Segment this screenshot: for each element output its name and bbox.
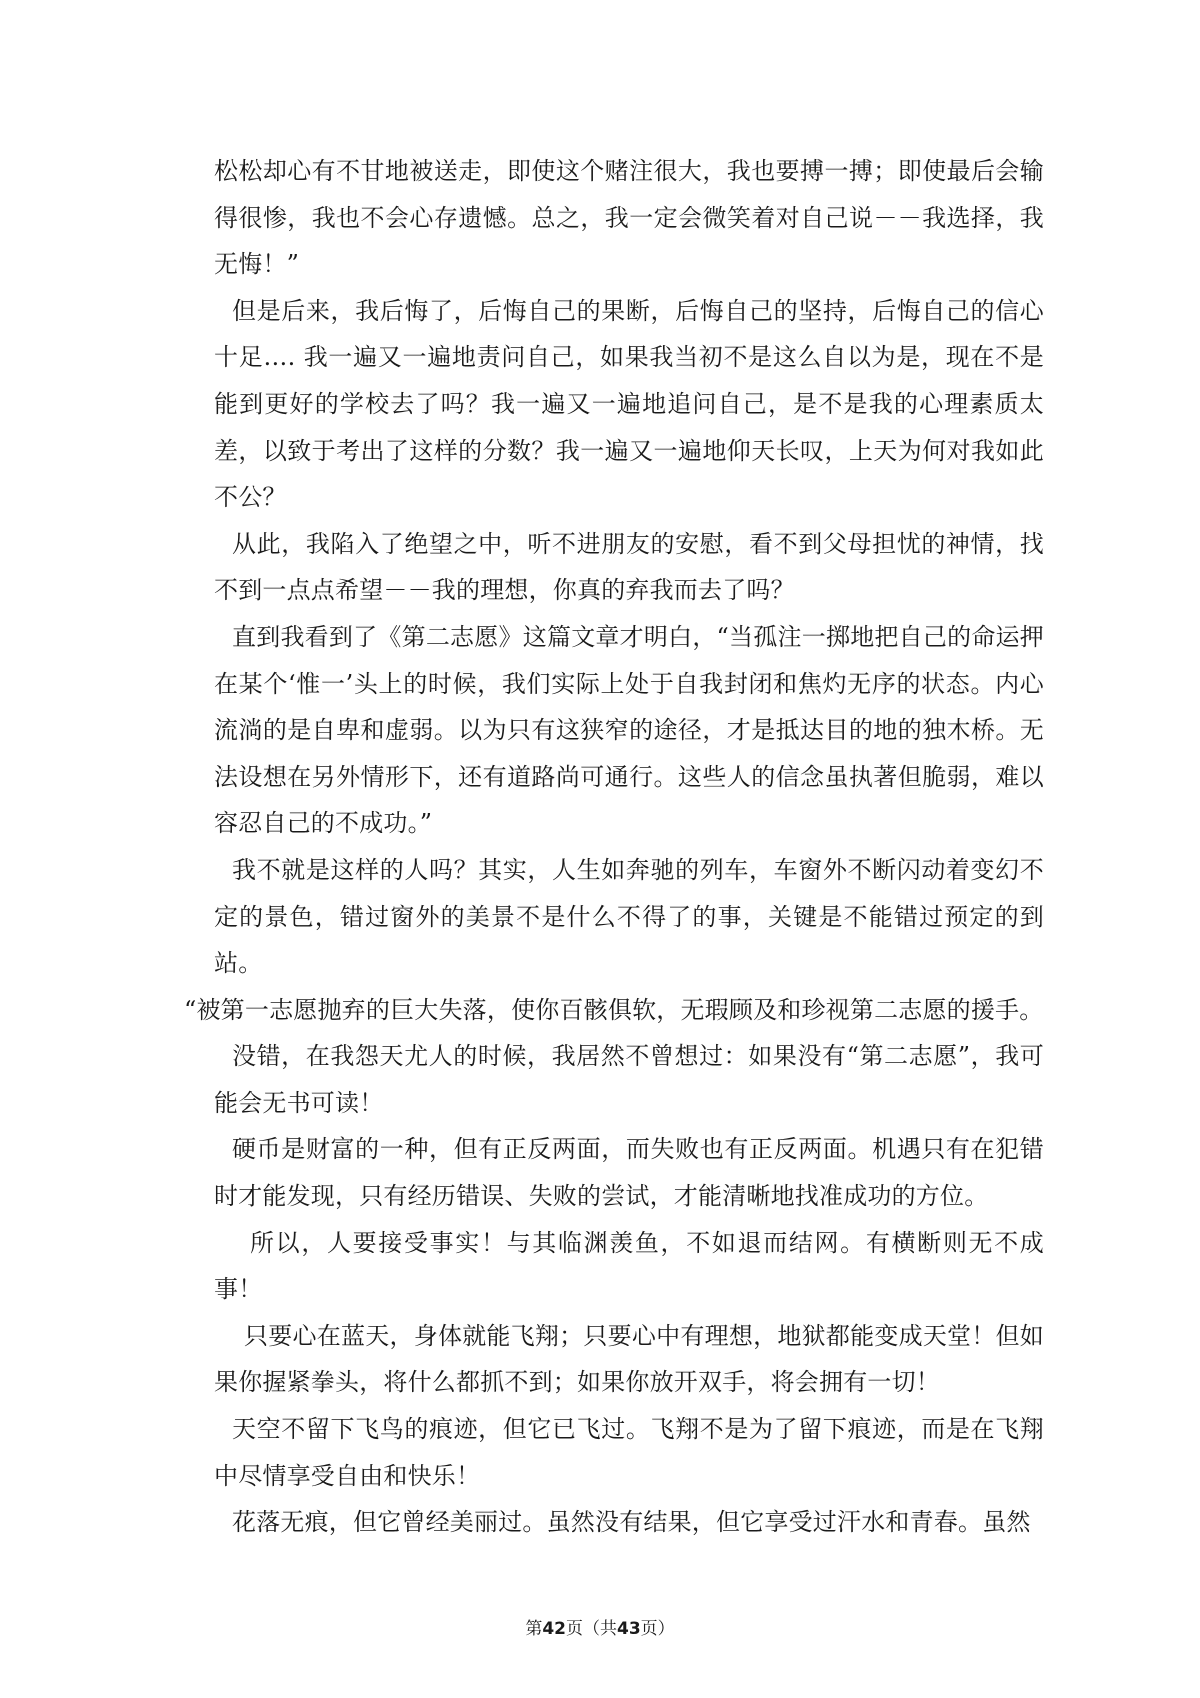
paragraph-9: 所以，人要接受事实！与其临渊羡鱼，不如退而结网。有横断则无不成事！ xyxy=(214,1228,1044,1304)
footer-suffix: 页） xyxy=(640,1619,675,1639)
footer-prefix: 第 xyxy=(525,1619,543,1639)
paragraph-2: 但是后来，我后悔了，后悔自己的果断，后悔自己的坚持，后悔自己的信心十足…. 我一遍又一遍地责问自己，如果我当初不是这么自以为是，现在不是能到更好的学校去了吗？我一遍又一遍地追问自己，是不是我的心理素质太差，以致于考出了这样的分数？我一遍又一遍地仰天长叹，上天为何对我如此不公？ xyxy=(214,296,1044,512)
paragraph-10: 只要心在蓝天，身体就能飞翔；只要心中有理想，地狱都能变成天堂！但如果你握紧拳头，将什么都抓不到；如果你放开双手，将会拥有一切！ xyxy=(214,1321,1044,1397)
paragraph-3: 从此，我陷入了绝望之中，听不进朋友的安慰，看不到父母担忧的神情，找不到一点点希望－－我的理想，你真的弃我而去了吗？ xyxy=(214,529,1044,605)
current-page-number: 42 xyxy=(542,1619,566,1639)
document-body xyxy=(184,148,1044,1546)
page-footer xyxy=(0,1614,1200,1639)
total-page-number: 43 xyxy=(617,1619,641,1639)
paragraph-8: 硬币是财富的一种，但有正反两面，而失败也有正反两面。机遇只有在犯错时才能发现，只有经历错误、失败的尝试，才能清晰地找准成功的方位。 xyxy=(214,1135,1044,1211)
paragraph-5: 我不就是这样的人吗？其实，人生如奔驰的列车，车窗外不断闪动着变幻不定的景色，错过窗外的美景不是什么不得了的事，关键是不能错过预定的到站。 xyxy=(214,855,1044,978)
paragraph-12: 花落无痕，但它曾经美丽过。虽然没有结果，但它享受过汗水和青春。虽然 xyxy=(232,1508,1031,1537)
footer-middle: 页（共 xyxy=(566,1619,617,1639)
paragraph-4: 直到我看到了《第二志愿》这篇文章才明白，“当孤注一掷地把自己的命运押在某个‘惟一’头上的时候，我们实际上处于自我封闭和焦灼无序的状态。内心流淌的是自卑和虚弱。以为只有这狭窄的途径，才是抵达目的地的独木桥。无法设想在另外情形下，还有道路尚可通行。这些人的信念虽执著但脆弱，难以容忍自己的不成功。” xyxy=(214,622,1044,838)
paragraph-1: 松松却心有不甘地被送走，即使这个赌注很大，我也要搏一搏；即使最后会输得很惨，我也不会心存遗憾。总之，我一定会微笑着对自己说－－我选择，我无悔！” xyxy=(214,157,1044,279)
paragraph-7: 没错，在我怨天尤人的时候，我居然不曾想过：如果没有“第二志愿”，我可能会无书可读！ xyxy=(214,1042,1044,1117)
paragraph-6: “被第一志愿抛弃的巨大失落，使你百骸俱软，无瑕顾及和珍视第二志愿的援手。 xyxy=(184,995,1044,1024)
paragraph-11: 天空不留下飞鸟的痕迹，但它已飞过。飞翔不是为了留下痕迹，而是在飞翔中尽情享受自由和快乐！ xyxy=(214,1415,1044,1490)
